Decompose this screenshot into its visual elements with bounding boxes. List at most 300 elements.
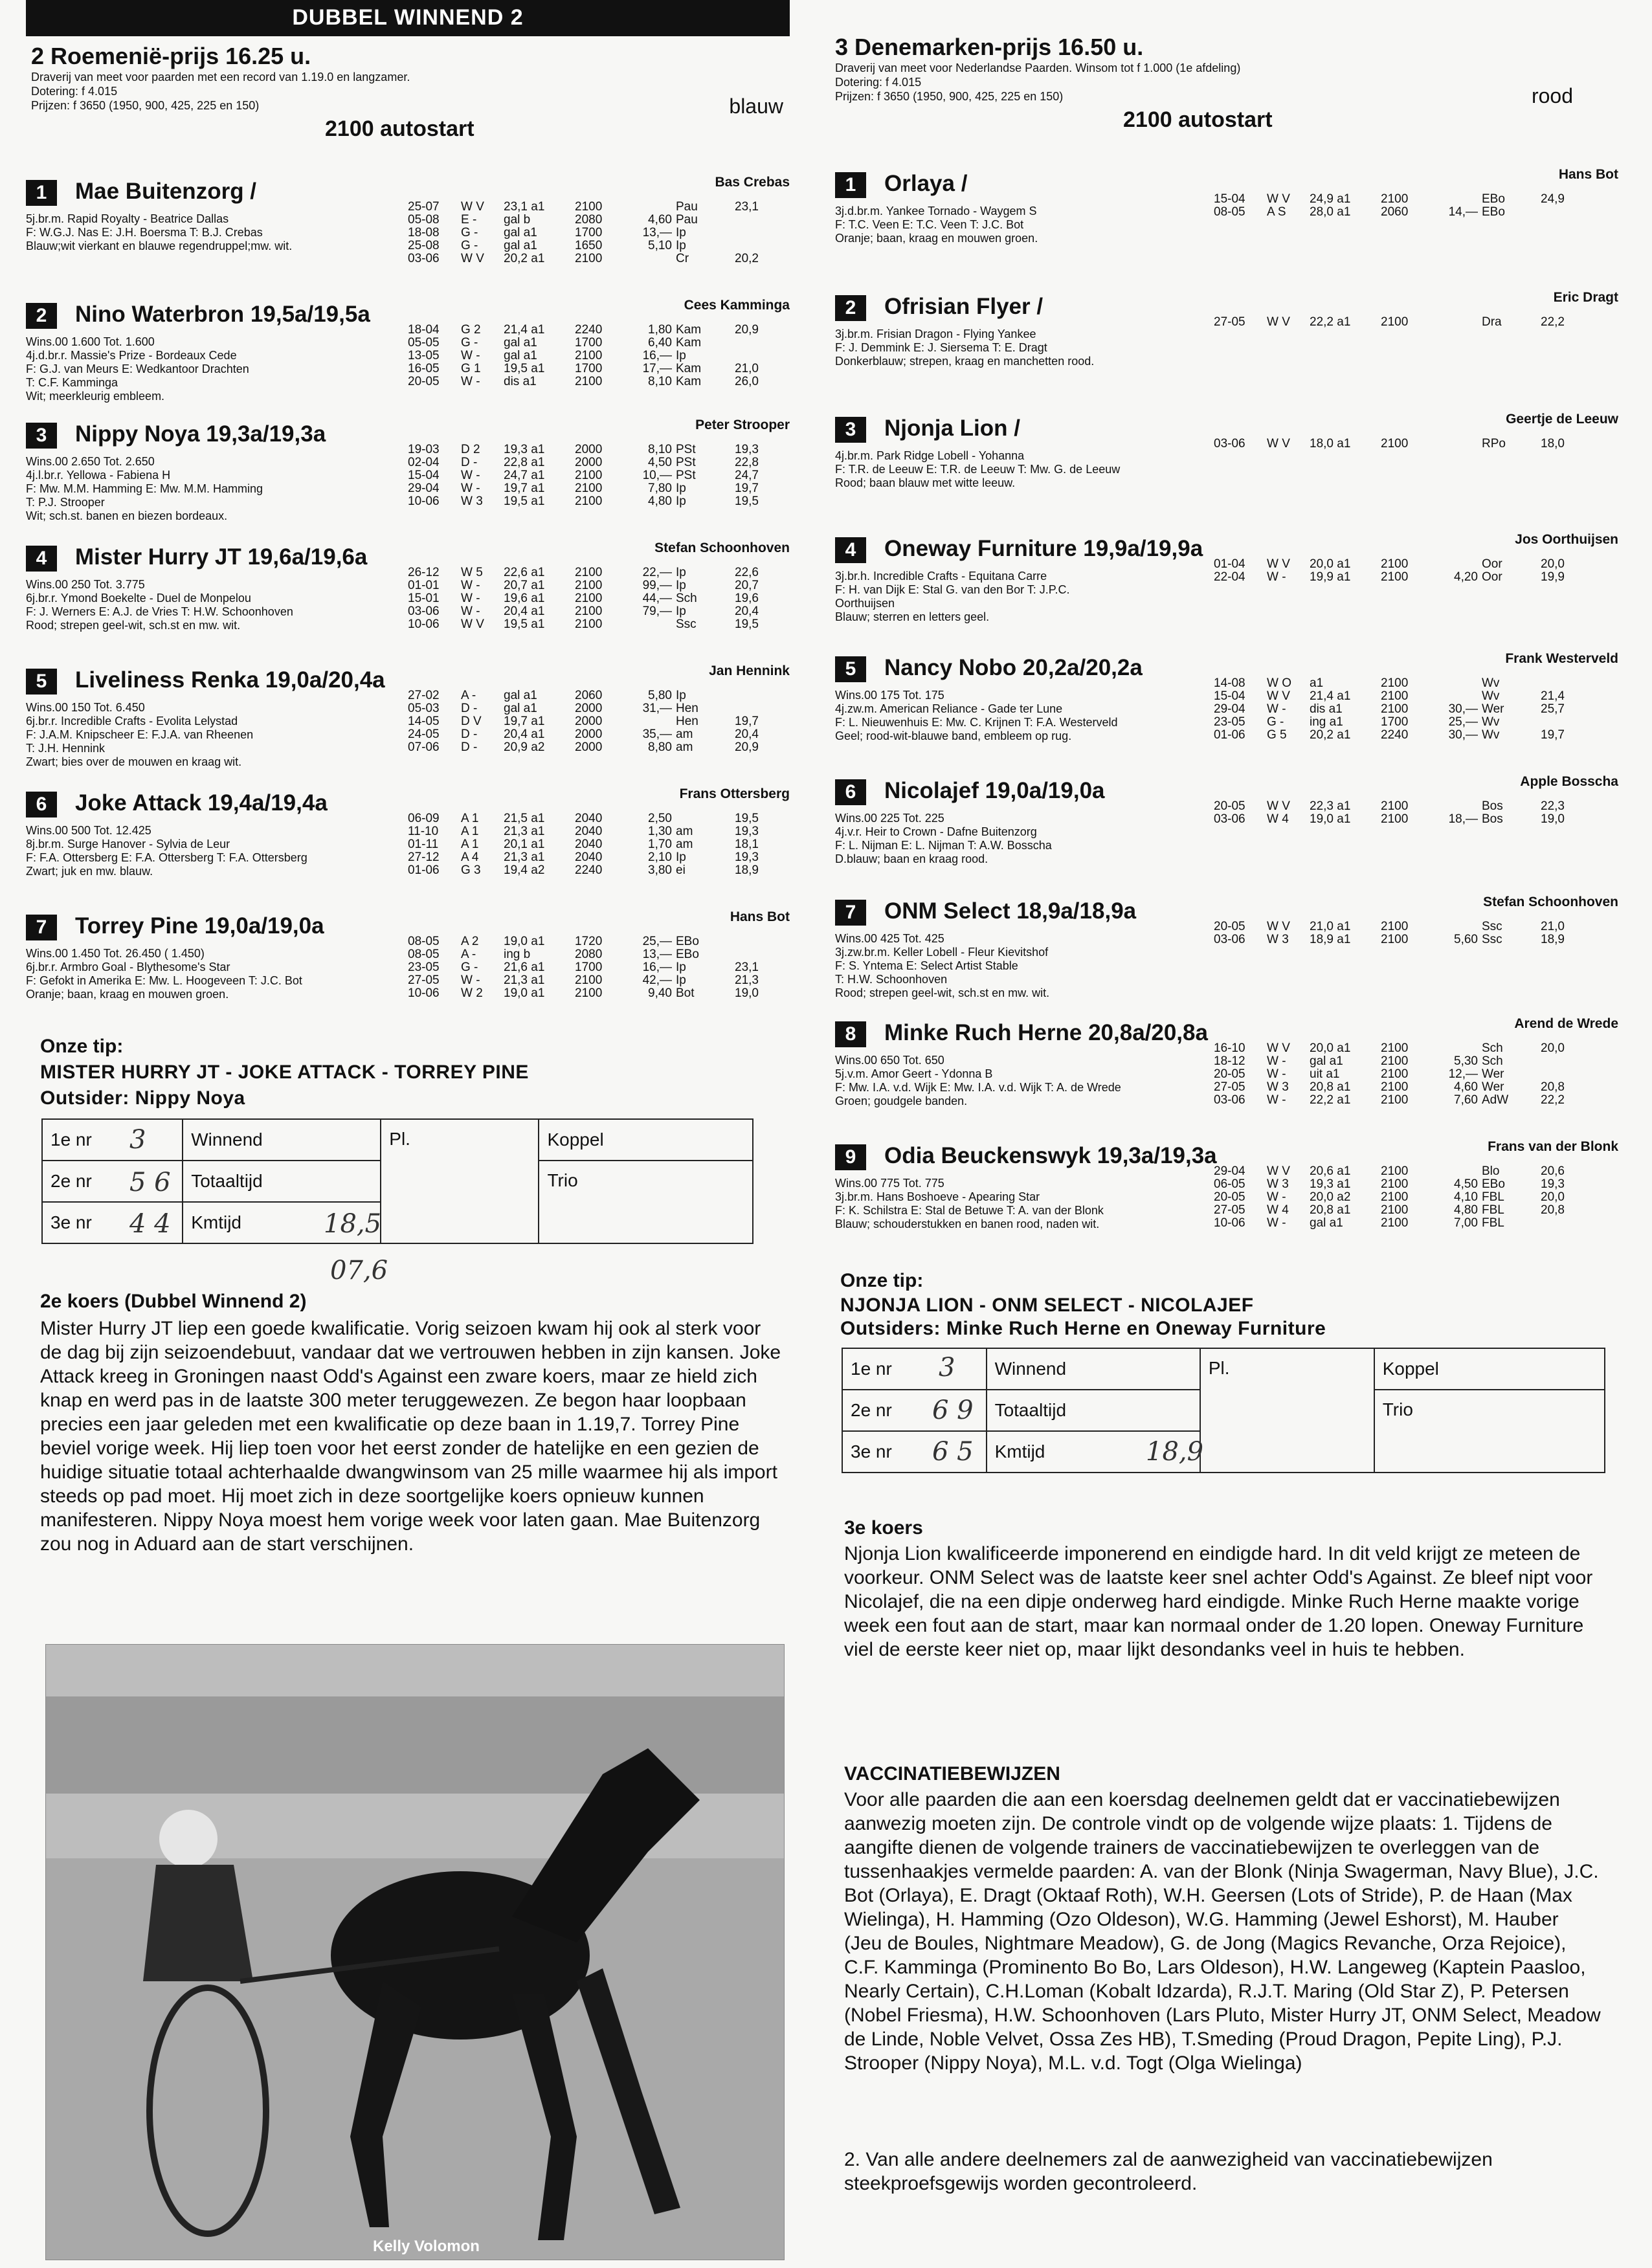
form-cell: 2100 — [1381, 1216, 1409, 1230]
form-cell: 30,— — [1448, 728, 1478, 742]
handwritten-2: 6 9 — [932, 1395, 974, 1425]
commentary-title: 2e koers (Dubbel Winnend 2) — [40, 1291, 307, 1312]
race-start: 2100 autostart — [325, 117, 474, 141]
form-cell: 2100 — [575, 349, 603, 362]
form-cell: 2100 — [1381, 1177, 1409, 1191]
form-cell: 26-12 — [408, 566, 440, 579]
form-cell: W - — [461, 605, 480, 618]
horse-info-line: F: T.R. de Leeuw E: T.R. de Leeuw T: Mw. G. de Leeuw — [835, 463, 1121, 476]
form-cell: 05-03 — [408, 702, 440, 715]
form-row — [1214, 729, 1568, 742]
form-cell: W - — [461, 973, 480, 987]
form-cell — [1431, 193, 1482, 206]
form-cell: gal a1 — [504, 689, 537, 702]
form-cell: 08-05 — [1214, 205, 1245, 219]
bet-winnend[interactable]: Winnend — [183, 1119, 381, 1161]
form-cell: 20,0 a1 — [1310, 1041, 1351, 1055]
form-cell: 19,9 — [1541, 570, 1565, 584]
form-row — [408, 375, 763, 388]
form-cell: 20,8 a1 — [1310, 1080, 1351, 1094]
form-cell: 22,2 a1 — [1310, 315, 1351, 329]
form-row — [408, 935, 763, 948]
horse-info-line: Oorthuijsen — [835, 597, 895, 610]
form-cell: D - — [461, 702, 478, 715]
form-cell: W - — [461, 469, 480, 482]
form-cell: 08-05 — [408, 935, 440, 948]
horse-entry — [26, 786, 790, 884]
form-cell — [720, 935, 763, 948]
race-dotering: Dotering: f 4.015 — [835, 76, 922, 89]
commentary-text: Njonja Lion kwalificeerde imponerend en eindigde hard. In dit veld krijgt ze meteen de voorkeur. ONM Select was de laatste keer snel achter Odd's Against. Ze bleef nipt voor Nicolajef, die na een dipje onderweg hard eindigde. Minke Ruch Herne maakte vorige week een fout aan de start, maar kan normaal onder de 1.20 lopen. Oneway Furniture viel de eerste keer niet op, maar lijkt desondanks veel in huis te hebben. — [844, 1543, 1593, 1660]
form-cell — [720, 948, 763, 961]
form-row — [408, 605, 763, 618]
form-cell: 1720 — [575, 935, 603, 948]
form-cell: A 1 — [461, 825, 479, 838]
form-row — [1214, 316, 1568, 329]
form-cell: 19,3 — [1541, 1177, 1565, 1191]
form-row — [408, 851, 763, 864]
bet-kmtijd[interactable]: Kmtijd — [987, 1431, 1200, 1473]
horse-info-line: 3j.br.m. Frisian Dragon - Flying Yankee — [835, 328, 1036, 340]
bet-winnend[interactable]: Winnend — [987, 1348, 1200, 1390]
form-cell: W V — [461, 617, 484, 631]
tip-horses: NJONJA LION - ONM SELECT - NICOLAJEF — [840, 1295, 1254, 1316]
form-table — [408, 935, 763, 1000]
form-cell: 13,— — [642, 948, 672, 961]
horse-info-line: 4j.br.m. Park Ridge Lobell - Yohanna — [835, 449, 1025, 462]
form-cell: gal a1 — [504, 336, 537, 350]
horse-number: 3 — [835, 417, 866, 443]
tip-outsider: Outsiders: Minke Ruch Herne en Oneway Furniture — [840, 1318, 1326, 1339]
form-cell: 22,2 a1 — [1310, 1093, 1351, 1107]
form-cell: 03-06 — [1214, 1093, 1245, 1107]
form-cell: 16-10 — [1214, 1041, 1245, 1055]
form-cell — [1431, 920, 1482, 933]
form-cell: 19,5 — [735, 812, 759, 825]
horse-info-line: F: L. Nieuwenhuis E: Mw. C. Krijnen T: F.A. Westerveld — [835, 716, 1118, 729]
form-cell: 30,— — [1448, 702, 1478, 716]
form-cell: 24,9 — [1541, 192, 1565, 206]
form-cell: 20,9 a2 — [504, 740, 545, 754]
form-cell: 4,80 — [1454, 1203, 1478, 1217]
form-cell: a1 — [1310, 676, 1324, 690]
form-cell: 03-06 — [1214, 437, 1245, 450]
form-cell: 22-04 — [1214, 570, 1245, 584]
form-cell: W - — [461, 579, 480, 592]
form-cell: 05-05 — [408, 336, 440, 350]
horse-info-line: F: W.G.J. Nas E: J.H. Boersma T: B.J. Crebas — [26, 226, 263, 239]
form-cell: Cr — [676, 252, 689, 265]
form-cell: 10-06 — [408, 617, 440, 631]
form-cell: 2040 — [575, 825, 603, 838]
form-cell: 2100 — [1381, 933, 1409, 946]
form-row — [1214, 800, 1568, 813]
form-cell: 18-04 — [408, 323, 440, 337]
form-cell: 1700 — [575, 362, 603, 375]
form-cell: 9,40 — [648, 986, 672, 1000]
horse-info-line: D.blauw; baan en kraag rood. — [835, 852, 988, 865]
form-cell: 20,9 — [735, 740, 759, 754]
race-prizes: Prijzen: f 3650 (1950, 900, 425, 225 en 150) — [835, 90, 1064, 103]
form-cell: 22,2 — [1541, 315, 1565, 329]
form-row — [1214, 920, 1568, 933]
bet-koppel[interactable]: Koppel — [539, 1119, 753, 1161]
form-cell: 19,7 a1 — [504, 715, 545, 728]
form-cell: 2100 — [1381, 799, 1409, 813]
form-cell: gal a1 — [1310, 1216, 1343, 1230]
race-conditions — [835, 61, 1240, 104]
horse-driver: Frans Ottersberg — [679, 786, 790, 801]
bet-totaaltijd[interactable]: Totaaltijd — [183, 1161, 381, 1202]
form-row — [408, 443, 763, 456]
form-cell: 27-05 — [1214, 1080, 1245, 1094]
horse-number: 2 — [835, 295, 866, 321]
form-cell: Blo — [1482, 1164, 1500, 1178]
horse-info — [835, 932, 1198, 1000]
form-cell — [1431, 800, 1482, 813]
form-cell: 06-09 — [408, 812, 440, 825]
form-row — [1214, 933, 1568, 946]
bet-row-3-label: 3e nr — [842, 1431, 987, 1473]
form-cell: 23-05 — [1214, 715, 1245, 729]
form-cell: Wer — [1482, 702, 1504, 716]
form-cell: 03-06 — [1214, 812, 1245, 826]
form-cell: 19,3 a1 — [504, 443, 545, 456]
form-cell: 27-05 — [1214, 315, 1245, 329]
form-cell: 22,6 — [735, 566, 759, 579]
form-table — [1214, 438, 1568, 450]
form-row — [408, 864, 763, 877]
form-cell: W 3 — [1267, 1177, 1289, 1191]
horse-name: Nino Waterbron 19,5a/19,5a — [75, 302, 370, 327]
form-cell: 19,7 — [1541, 728, 1565, 742]
tip-outsider: Outsider: Nippy Noya — [40, 1087, 245, 1109]
form-row — [1214, 438, 1568, 450]
form-cell: 20,6 a1 — [1310, 1164, 1351, 1178]
form-cell: 21,0 — [735, 362, 759, 375]
form-cell: 2100 — [1381, 689, 1409, 703]
form-cell: W 3 — [1267, 1080, 1289, 1094]
form-row — [1214, 703, 1568, 716]
horse-info — [835, 570, 1198, 624]
form-cell: 2040 — [575, 838, 603, 851]
form-cell: Wer — [1482, 1067, 1504, 1081]
form-cell: 4,50 — [1454, 1177, 1478, 1191]
form-cell: Sch — [1482, 1041, 1503, 1055]
form-cell: A - — [461, 948, 476, 961]
horse-info-line: F: G.J. van Meurs E: Wedkantoor Drachten — [26, 362, 249, 375]
form-cell: 2100 — [1381, 1067, 1409, 1081]
form-row — [1214, 1081, 1568, 1094]
form-cell: 20-05 — [1214, 1190, 1245, 1204]
form-cell: 10,— — [642, 469, 672, 482]
form-row — [1214, 690, 1568, 703]
horse-driver: Hans Bot — [730, 909, 790, 924]
handwritten-1: 3 — [939, 1353, 955, 1383]
form-cell: 35,— — [642, 728, 672, 741]
form-cell: 19,0 — [1541, 812, 1565, 826]
horse-info-line: Groen; goudgele banden. — [835, 1095, 968, 1107]
bet-row-2-label: 2e nr — [42, 1161, 183, 1202]
race-photo — [45, 1644, 785, 2260]
form-cell: Ip — [676, 349, 686, 362]
form-cell: 2060 — [575, 689, 603, 702]
form-cell: gal a1 — [504, 702, 537, 715]
form-cell: G - — [461, 239, 478, 252]
horse-info-line: Geel; rood-wit-blauwe band, embleem op rug. — [835, 729, 1072, 742]
form-cell: Ip — [676, 973, 686, 987]
horse-entry — [26, 298, 790, 403]
horse-number: 5 — [835, 656, 866, 682]
form-table — [1214, 920, 1568, 946]
form-cell: 20,0 — [1541, 1041, 1565, 1055]
form-cell: W V — [461, 200, 484, 214]
form-cell: 27-12 — [408, 850, 440, 864]
horse-info-line: T: P.J. Strooper — [26, 496, 105, 509]
horse-number: 1 — [26, 180, 57, 206]
form-row — [408, 566, 763, 579]
form-cell — [1431, 1165, 1482, 1178]
form-row — [408, 239, 763, 252]
horse-driver: Hans Bot — [1558, 167, 1618, 182]
form-cell: 2100 — [575, 482, 603, 495]
horse-info-line: T: C.F. Kamminga — [26, 376, 118, 389]
form-cell: 2,50 — [648, 812, 672, 825]
horse-driver: Apple Bosscha — [1520, 774, 1618, 789]
form-row — [408, 456, 763, 469]
form-cell: Wv — [1482, 715, 1500, 729]
form-cell — [625, 715, 676, 728]
form-cell: 19,3 a1 — [1310, 1177, 1351, 1191]
form-cell: 08-05 — [408, 948, 440, 961]
horse-driver: Geertje de Leeuw — [1506, 412, 1618, 427]
horse-info-line: Wins.00 775 Tot. 775 — [835, 1177, 944, 1190]
form-row — [408, 495, 763, 508]
form-row — [1214, 1068, 1568, 1081]
bet-kmtijd[interactable]: Kmtijd — [183, 1202, 381, 1243]
horse-name: Njonja Lion / — [884, 416, 1020, 441]
form-cell: G 5 — [1267, 728, 1287, 742]
form-cell: Ssc — [1482, 933, 1502, 946]
horse-info-line: F: Gefokt in Amerika E: Mw. L. Hoogeveen T: J.C. Bot — [26, 974, 302, 987]
form-cell: 06-05 — [1214, 1177, 1245, 1191]
form-cell: 20,4 a1 — [504, 605, 545, 618]
horse-info-line: Donkerblauw; strepen, kraag en manchetten rood. — [835, 355, 1095, 368]
form-cell: 14-08 — [1214, 676, 1245, 690]
horse-sulky-illustration — [46, 1645, 784, 2260]
form-cell: RPo — [1482, 437, 1506, 450]
form-cell: 44,— — [642, 592, 672, 605]
form-cell: W - — [1267, 1093, 1286, 1107]
race-condition: Draverij van meet voor paarden met een record van 1.19.0 en langzamer. — [31, 71, 410, 83]
form-cell: 24,9 a1 — [1310, 192, 1351, 206]
form-cell: 16,— — [642, 961, 672, 974]
horse-info-line: Rood; strepen geel-wit, sch.st en mw. wit. — [26, 619, 241, 632]
form-cell: 03-06 — [1214, 933, 1245, 946]
form-cell: 4,50 — [648, 456, 672, 469]
form-cell: W 4 — [1267, 812, 1289, 826]
bet-trio[interactable]: Trio — [539, 1161, 753, 1243]
form-cell — [1431, 316, 1482, 329]
form-cell: 5,80 — [648, 689, 672, 702]
horse-name: Joke Attack 19,4a/19,4a — [75, 790, 328, 816]
form-cell: W 2 — [461, 986, 483, 1000]
form-cell: 20,2 a1 — [1310, 728, 1351, 742]
form-cell: G - — [461, 961, 478, 974]
form-cell: Ip — [676, 850, 686, 864]
form-cell: W - — [1267, 702, 1286, 716]
horse-info-line: F: J. Demmink E: J. Siersema T: E. Dragt — [835, 341, 1047, 354]
form-table — [1214, 677, 1568, 742]
form-cell: 31,— — [642, 702, 672, 715]
form-cell: Kam — [676, 362, 702, 375]
horse-driver: Frans van der Blonk — [1488, 1139, 1618, 1154]
bet-pl[interactable]: Pl. — [1200, 1348, 1374, 1473]
form-cell: 22,8 — [735, 456, 759, 469]
form-row — [1214, 1165, 1568, 1178]
form-cell: 2000 — [575, 456, 603, 469]
form-cell: 19,9 a1 — [1310, 570, 1351, 584]
form-cell — [625, 201, 676, 214]
form-cell: 2240 — [575, 863, 603, 877]
form-cell: 19,0 — [735, 986, 759, 1000]
form-row — [408, 362, 763, 375]
horse-number: 3 — [26, 423, 57, 449]
form-cell: gal a1 — [504, 349, 537, 362]
form-cell: 8,10 — [648, 443, 672, 456]
form-cell: 2100 — [1381, 1164, 1409, 1178]
form-cell: 20,0 a1 — [1310, 557, 1351, 571]
horse-number: 4 — [26, 546, 57, 572]
form-cell: 23,1 a1 — [504, 200, 545, 214]
form-cell: Ssc — [676, 617, 697, 631]
form-cell: 03-06 — [408, 252, 440, 265]
form-cell: Ip — [676, 482, 686, 495]
form-cell: W 5 — [461, 566, 483, 579]
form-cell — [720, 227, 763, 239]
form-cell: 20,1 a1 — [504, 838, 545, 851]
bet-pl[interactable]: Pl. — [381, 1119, 539, 1243]
form-cell: 16,— — [642, 349, 672, 362]
horse-info-line: 3j.br.m. Hans Boshoeve - Apearing Star — [835, 1190, 1040, 1203]
horse-info-line: Wins.00 650 Tot. 650 — [835, 1054, 944, 1067]
form-cell: 8,80 — [648, 740, 672, 754]
horse-number: 5 — [26, 669, 57, 695]
bet-koppel[interactable]: Koppel — [1374, 1348, 1605, 1390]
form-table — [1214, 1165, 1568, 1230]
form-cell: 5,60 — [1454, 933, 1478, 946]
bet-trio[interactable]: Trio — [1374, 1390, 1605, 1473]
form-cell: W 3 — [461, 495, 483, 508]
form-row — [408, 201, 763, 214]
form-cell: EBo — [676, 948, 699, 961]
form-cell — [1431, 677, 1482, 690]
form-cell: Ip — [676, 566, 686, 579]
form-cell: 15-04 — [1214, 689, 1245, 703]
form-cell: Sch — [1482, 1054, 1503, 1068]
bet-row-1-label: 1e nr — [42, 1119, 183, 1161]
horse-info-line: F: F.A. Ottersberg E: F.A. Ottersberg T: F.A. Ottersberg — [26, 851, 307, 864]
form-cell: 2100 — [575, 579, 603, 592]
horse-info — [835, 1177, 1198, 1231]
form-cell: 20,2 a1 — [504, 252, 545, 265]
bet-totaaltijd[interactable]: Totaaltijd — [987, 1390, 1200, 1431]
form-cell: 2100 — [575, 973, 603, 987]
commentary-title: 3e koers — [844, 1517, 923, 1539]
form-cell: EBo — [676, 935, 699, 948]
form-cell — [1431, 558, 1482, 571]
form-row — [1214, 716, 1568, 729]
form-cell: 19-03 — [408, 443, 440, 456]
horse-name: Oneway Furniture 19,9a/19,9a — [884, 536, 1203, 561]
form-cell: 14-05 — [408, 715, 440, 728]
horse-info-line: Wins.00 1.600 Tot. 1.600 — [26, 335, 155, 348]
form-cell: D - — [461, 740, 478, 754]
form-cell: 8,10 — [648, 375, 672, 388]
horse-driver: Peter Strooper — [695, 417, 790, 432]
form-cell: W V — [1267, 799, 1290, 813]
form-row — [1214, 1217, 1568, 1230]
form-cell: 20,8 — [1541, 1080, 1565, 1094]
form-table — [1214, 558, 1568, 584]
form-cell: 10-06 — [408, 986, 440, 1000]
form-cell: 22,3 — [1541, 799, 1565, 813]
form-cell: 1700 — [1381, 715, 1409, 729]
form-cell: 19,3 — [735, 825, 759, 838]
form-row — [408, 741, 763, 754]
vaccination-text: Voor alle paarden die aan een koersdag deelnemen geldt dat er vaccinatiebewijzen aanwezig moeten zijn. De controle vindt op de volgende wijze plaats: 1. Tijdens de aangifte dienen de volgende trainers de vaccinatiebewijzen te overleggen van de tussenhaakjes vermelde paarden: A. van der Blonk (Ninja Swagerman, Navy Blue), J.C. Bot (Orlaya), E. Dragt (Oktaaf Roth), W.H. Geersen (Lots of Stride), P. de Haan (Max Wielinga), H. Hamming (Ozo Oldeson), W.G. Hamming (Jewel Eshorst), M. Hauber (Jeu de Boules, Nightmare Meadow), G. de Jong (Magics Revanche, Orza Rejoice), C.F. Kamminga (Prominento Bo Bo, Lars Oldeson), H.W. Langeweg (Kaptein Paasloo, Nearly Certain), C.H.Loman (Kobalt Idzarda), R.J.T. Maring (Old Star Z), P. Petersen (Nobel Friesma), H.W. Schoonhoven (Lars Pluto, Mister Hurry JT, ONM Select, Meadow de Linde, Noble Velvet, Ossa Zes HB), T.Smeding (Proud Dragon, Pepite Ling), P.J. Strooper (Nippy Noya), M.L. v.d. Togt (Olga Wielinga) — [844, 1789, 1601, 2074]
form-cell — [720, 702, 763, 715]
form-cell: gal b — [504, 213, 531, 227]
tip-horses: MISTER HURRY JT - JOKE ATTACK - TORREY PINE — [40, 1062, 529, 1083]
form-cell: 19,5 a1 — [504, 495, 545, 508]
horse-info-line: F: T.C. Veen E: T.C. Veen T: J.C. Bot — [835, 218, 1024, 231]
horse-info-line: Wins.00 175 Tot. 175 — [835, 689, 944, 702]
horse-info-line: 3j.d.br.m. Yankee Tornado - Waygem S — [835, 205, 1037, 217]
form-cell — [1431, 1042, 1482, 1055]
form-row — [1214, 1204, 1568, 1217]
section-banner: DUBBEL WINNEND 2 — [26, 0, 790, 36]
form-cell: 20,8 a1 — [1310, 1203, 1351, 1217]
form-cell: PSt — [676, 456, 696, 469]
form-table — [408, 812, 763, 877]
form-cell: 79,— — [642, 605, 672, 618]
form-cell: uit a1 — [1310, 1067, 1340, 1081]
form-cell: Ip — [676, 689, 686, 702]
horse-info — [835, 328, 1198, 368]
form-row — [408, 702, 763, 715]
form-cell — [625, 618, 676, 631]
form-cell: 19,5 — [735, 495, 759, 508]
bet-row-1-label: 1e nr — [842, 1348, 987, 1390]
form-cell: 18-08 — [408, 226, 440, 239]
horse-info-line: F: K. Schilstra E: Stal de Betuwe T: A. van der Blonk — [835, 1204, 1104, 1217]
form-cell: 20,4 a1 — [504, 728, 545, 741]
horse-info-line: 4j.v.r. Heir to Crown - Dafne Buitenzorg — [835, 825, 1037, 838]
form-cell: Wv — [1482, 689, 1500, 703]
form-cell: 10-06 — [408, 495, 440, 508]
form-row — [408, 825, 763, 838]
horse-number: 2 — [26, 303, 57, 329]
form-cell: 25-07 — [408, 200, 440, 214]
horse-name: Nippy Noya 19,3a/19,3a — [75, 421, 326, 447]
form-cell: D - — [461, 456, 478, 469]
form-cell: 11-10 — [408, 825, 439, 838]
form-cell: 01-01 — [408, 579, 440, 592]
horse-info-line: F: H. van Dijk E: Stal G. van den Bor T: J.P.C. — [835, 583, 1070, 596]
form-cell: 2100 — [1381, 557, 1409, 571]
horse-info — [26, 455, 388, 523]
